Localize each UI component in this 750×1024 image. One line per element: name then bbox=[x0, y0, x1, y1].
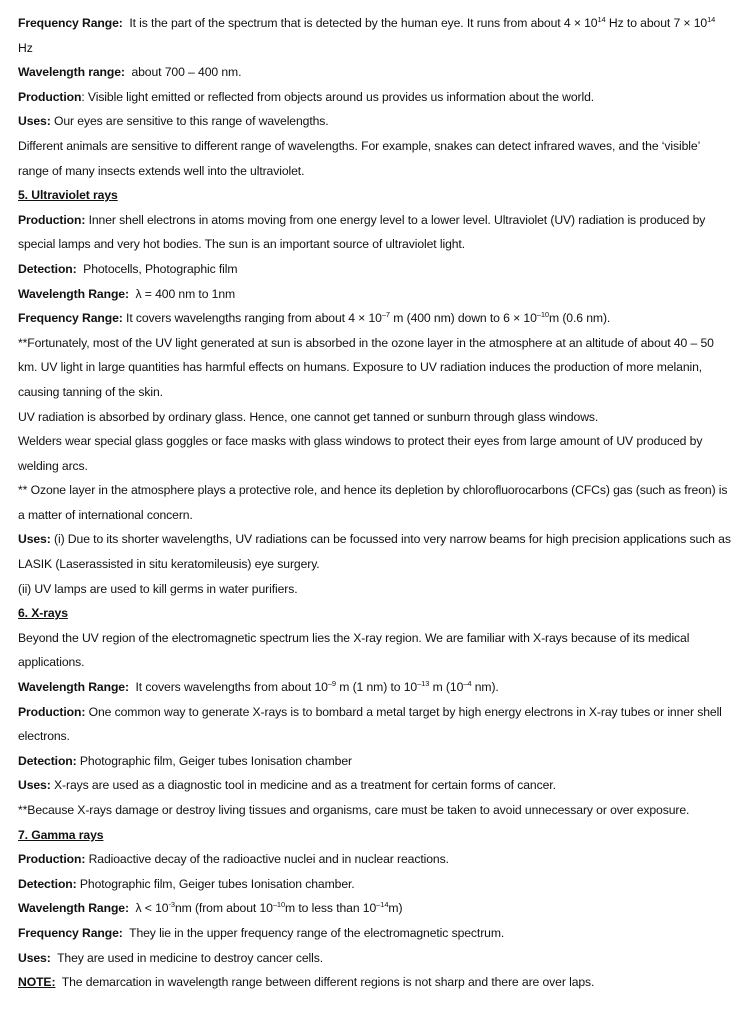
uses-text: (i) Due to its shorter wavelengths, UV radiations can be focussed into very narrow beams for high precision applications such as LASIK (Laserassisted in situ keratomileusis) eye surgery. bbox=[18, 532, 731, 572]
exponent: 14 bbox=[597, 15, 606, 24]
uv-ozone-paragraph: **Fortunately, most of the UV light generated at sun is absorbed in the ozone layer in the atmosphere at an altitude of about 40 – 50 km. UV light in large quantities has harmful effects on humans. Exposure to UV radiation induces the production of more melanin, causing tanning of the skin. bbox=[18, 335, 714, 399]
wavelength-range-label: Wavelength range: bbox=[18, 65, 125, 80]
uses-text: They are used in medicine to destroy cancer cells. bbox=[57, 950, 324, 965]
exponent: –13 bbox=[417, 679, 430, 689]
detection-label: Detection: bbox=[18, 261, 77, 276]
production-label: Production: bbox=[18, 212, 86, 227]
exponent: 14 bbox=[707, 15, 716, 24]
frequency-range-label: Frequency Range: bbox=[18, 16, 123, 30]
production-label: Production: bbox=[18, 704, 86, 719]
uv-frequency-range bbox=[18, 306, 732, 331]
frequency-range-label: Frequency Range: bbox=[18, 925, 123, 940]
wavelength-range-text: It covers wavelengths from about 10 bbox=[135, 680, 328, 695]
visible-wavelength-range bbox=[18, 60, 732, 85]
uv-welders-paragraph: Welders wear special glass goggles or face masks with glass windows to protect their eyes from large amount of UV produced by welding arcs. bbox=[18, 434, 703, 473]
exponent: –14 bbox=[376, 900, 389, 910]
uses-label: Uses: bbox=[18, 950, 51, 965]
frequency-range-text: It is the part of the spectrum that is detected by the human eye. It runs from about 4 × 10 bbox=[129, 16, 598, 30]
frequency-range-text: They lie in the upper frequency range of the electromagnetic spectrum. bbox=[129, 925, 505, 940]
visible-frequency-range bbox=[18, 11, 732, 60]
wavelength-range-text: m (1 nm) to 10 bbox=[335, 680, 418, 695]
production-text: : Visible light emitted or reflected from objects around us provides us information about the world. bbox=[81, 89, 595, 104]
frequency-range-label: Frequency Range: bbox=[18, 311, 123, 326]
exponent: –10 bbox=[272, 900, 286, 910]
uv-production bbox=[18, 208, 732, 257]
frequency-range-text: m (400 nm) down to 6 × 10 bbox=[389, 311, 537, 326]
note-paragraph bbox=[18, 970, 732, 995]
uv-uses-2: (ii) UV lamps are used to kill germs in water purifiers. bbox=[18, 581, 298, 596]
xray-production bbox=[18, 700, 732, 749]
xray-detection bbox=[18, 749, 732, 774]
gamma-heading: 7. Gamma rays bbox=[18, 827, 104, 842]
wavelength-range-text: nm). bbox=[471, 680, 499, 695]
uv-glass-paragraph: UV radiation is absorbed by ordinary glass. Hence, one cannot get tanned or sunburn through glass windows. bbox=[18, 409, 599, 424]
wavelength-range-text: about 700 – 400 nm. bbox=[131, 65, 242, 80]
gamma-wavelength-range bbox=[18, 896, 732, 921]
xray-intro: Beyond the UV region of the electromagnetic spectrum lies the X-ray region. We are familiar with X-rays because of its medical applications. bbox=[18, 630, 690, 670]
wavelength-range-label: Wavelength Range: bbox=[18, 680, 129, 695]
wavelength-range-text: m (10 bbox=[429, 680, 464, 695]
production-text: One common way to generate X-rays is to bombard a metal target by high energy electrons in X-ray tubes or inner shell electrons. bbox=[18, 704, 722, 744]
note-label: NOTE: bbox=[18, 975, 56, 990]
detection-label: Detection: bbox=[18, 876, 77, 891]
uv-wavelength-range bbox=[18, 282, 732, 307]
exponent: -3 bbox=[168, 900, 175, 910]
xray-caution-paragraph: **Because X-rays damage or destroy living tissues and organisms, care must be taken to avoid unnecessary or over exposure. bbox=[18, 803, 690, 817]
uses-text: X-rays are used as a diagnostic tool in medicine and as a treatment for certain forms of cancer. bbox=[54, 778, 556, 793]
exponent: –4 bbox=[463, 679, 472, 689]
uses-label: Uses: bbox=[18, 532, 51, 547]
wavelength-range-label: Wavelength Range: bbox=[18, 286, 129, 301]
visible-production bbox=[18, 85, 732, 110]
uv-heading: 5. Ultraviolet rays bbox=[18, 188, 118, 203]
uv-uses bbox=[18, 527, 732, 576]
visible-uses bbox=[18, 109, 732, 134]
gamma-detection bbox=[18, 872, 732, 897]
note-text: The demarcation in wavelength range between different regions is not sharp and there are over laps. bbox=[61, 975, 595, 990]
frequency-range-text: Hz to about 7 × 10 bbox=[605, 16, 708, 30]
frequency-range-text: Hz bbox=[18, 40, 33, 55]
wavelength-range-text: m) bbox=[388, 901, 403, 916]
exponent: –9 bbox=[327, 679, 336, 689]
detection-text: Photographic film, Geiger tubes Ionisation chamber bbox=[79, 753, 352, 768]
detection-label: Detection: bbox=[18, 753, 77, 768]
gamma-uses bbox=[18, 946, 732, 971]
uv-cfc-paragraph: ** Ozone layer in the atmosphere plays a protective role, and hence its depletion by chlorofluorocarbons (CFCs) gas (such as freon) is a matter of international concern. bbox=[18, 483, 728, 522]
wavelength-range-text: λ < 10 bbox=[135, 901, 169, 916]
xray-wavelength-range bbox=[18, 675, 732, 700]
frequency-range-text: m (0.6 nm). bbox=[548, 311, 611, 326]
exponent: –7 bbox=[381, 310, 390, 320]
uv-detection bbox=[18, 257, 732, 282]
wavelength-range-text: m to less than 10 bbox=[285, 901, 377, 916]
xray-heading: 6. X-rays bbox=[18, 606, 68, 621]
wavelength-range-text: nm (from about 10 bbox=[174, 901, 273, 916]
production-text: Radioactive decay of the radioactive nuclei and in nuclear reactions. bbox=[88, 852, 449, 867]
production-text: Inner shell electrons in atoms moving from one energy level to a lower level. Ultraviolet (UV) radiation is produced by special lamps and very hot bodies. The sun is an important source of ultraviolet light. bbox=[18, 212, 706, 252]
uses-label: Uses: bbox=[18, 114, 51, 129]
uses-label: Uses: bbox=[18, 778, 51, 793]
detection-text: Photographic film, Geiger tubes Ionisation chamber. bbox=[79, 876, 355, 891]
production-label: Production: bbox=[18, 852, 86, 867]
uses-text: Our eyes are sensitive to this range of wavelengths. bbox=[54, 114, 329, 129]
production-label: Production bbox=[18, 89, 82, 104]
detection-text: Photocells, Photographic film bbox=[83, 261, 238, 276]
gamma-production bbox=[18, 847, 732, 872]
gamma-frequency-range bbox=[18, 921, 732, 946]
exponent: –10 bbox=[536, 310, 549, 320]
visible-animals-paragraph: Different animals are sensitive to different range of wavelengths. For example, snakes can detect infrared waves, and the ‘visible’ range of many insects extends well into the ultraviolet. bbox=[18, 138, 700, 178]
wavelength-range-label: Wavelength Range: bbox=[18, 901, 129, 916]
frequency-range-text: It covers wavelengths ranging from about 4 × 10 bbox=[126, 311, 382, 326]
xray-uses bbox=[18, 773, 732, 798]
wavelength-range-text: λ = 400 nm to 1nm bbox=[135, 286, 236, 301]
